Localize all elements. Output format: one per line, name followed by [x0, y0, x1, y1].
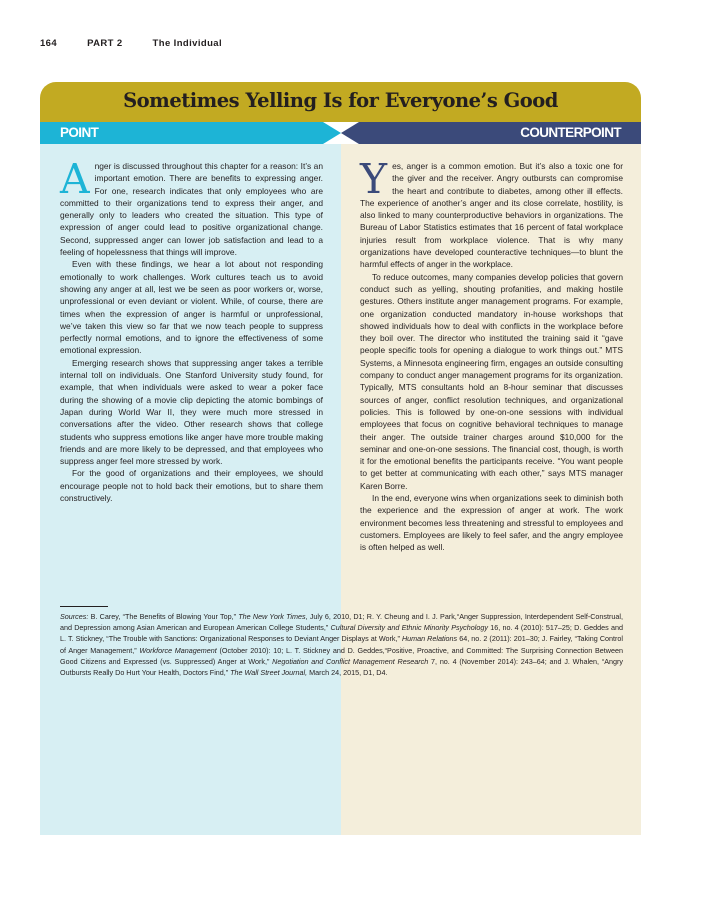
title-banner [40, 82, 641, 122]
counterpoint-text-1: es, anger is a common emotion. But it’s also a toxic one for the giver and the receiver. Angry outbursts can compromise the heart and contribute to diabetes, among other ill effects. The experience of another’s anger and its close correlate, hostility, is also linked to many counterproductive behaviors in organizations. The Bureau of Labor Statistics estimates that 16 percent of fatal workplace injuries result from workplace violence. That is why many organizations have developed counteractive techniques—to blunt the harmful effects of anger in the workplace. [360, 161, 623, 270]
source-title-1: The New York Times [238, 612, 306, 621]
point-text-2b: times when the expression of anger is harmful or unprofessional, we’ve taken this view so far that we now teach people to suppress perfectly normal emotions, and to ignore the effectiveness of some emotional expression. [60, 308, 323, 356]
sources-label: Sources: [60, 612, 89, 621]
source-title-5: Negotiation and Conflict Management Research [272, 656, 429, 666]
point-text-2a: Even with these findings, we hear a lot about not responding emotionally to work challenges. Work cultures teach us to avoid showing any anger at all, lest we be seen as poor workers or, worse, unprofessional or even deviant or violent. While, of course, there [60, 259, 323, 307]
part-label: PART 2 [87, 38, 123, 49]
point-counterpoint-bar [40, 122, 641, 144]
point-paragraph-4: For the good of organizations and their employees, we should encourage people not to hold back their emotions, but to share them constructively. [60, 468, 323, 504]
point-paragraph-2 [60, 258, 323, 356]
point-text-1: nger is discussed throughout this chapter for a reason: It’s an important emotion. There are benefits to expressing anger. For one, research indicates that only employees who are committed to their organizations tend to express their anger, and generally only to leaders who created the situation. This type of expression of anger could lead to positive organizational change. Second, suppressed anger can lower job satisfaction and lead to a feeling of hopelessness that things will improve. [60, 161, 323, 258]
counterpoint-paragraph-2: To reduce outcomes, many companies develop policies that govern conduct such as yelling, shouting profanities, and making hostile gestures. Others institute anger management programs. For example, one organization conducted mandatory in-house workshops that showed individuals how to deal with conflicts in the workplace before they boil over. The director who instituted the training said it “gave people specific tools for opening a dialogue to work things out.” MTS Systems, a Minnesota engineering firm, engages an outside consulting company to conduct anger management programs for its organization. Typically, MTS consultants hold an 8-hour seminar that discusses sources of anger, conflict resolution techniques, and organizational policies. This is followed by one-on-one sessions with individual employees that focus on cognitive behavioral techniques to manage their anger. The outside trainer charges around $10,000 for the seminar and one-on-one sessions. The financial cost, though, is worth it for the emotional benefits the participants receive. “You want people to get better at communicating with each other,” says MTS manager Karen Borre. [360, 271, 623, 491]
feature-title: Sometimes Yelling Is for Everyone’s Good [123, 89, 558, 112]
counterpoint-dropcap: Y [360, 155, 388, 203]
counterpoint-paragraph-3: In the end, everyone wins when organizations seek to diminish both the experience and the expression of anger at work. The work environment becomes less threatening and stressful to employees and customers. Employees are likely to feel safer, and the angry employee is often helped as well. [360, 493, 623, 553]
sources-divider [60, 606, 108, 607]
sources-note [60, 611, 623, 678]
source-title-6: The Wall Street Journal, [230, 668, 308, 678]
source-text-7: March 24, 2015, D1, D4. [307, 668, 388, 678]
source-title-4: Workforce Management [139, 645, 217, 655]
source-text-1: B. Carey, “The Benefits of Blowing Your Top,” [88, 612, 239, 621]
source-title-2: Cultural Diversity and Ethnic Minority Psychology [330, 623, 488, 633]
point-paragraph-1 [60, 155, 323, 258]
point-column [60, 155, 323, 504]
counterpoint-label: COUNTERPOINT [520, 125, 621, 140]
page-number: 164 [40, 38, 58, 49]
counterpoint-paragraph-1 [360, 155, 623, 271]
source-text-2: , July 6, 2010, D1; R. Y. Cheung and I. J. Park,“Anger Suppression, Interdependent Self-Construal, and Depression among Asian American and European American College Students,” [60, 612, 623, 633]
source-text-6: 7, no. 4 (November 2014): 243–64; and J. Whalen, “Angry Outbursts Really Do Hurt Your Health, Doctors Find,” [60, 656, 623, 678]
source-text-5: (October 2010): 10; L. T. Stickney and D. Geddes,“Positive, Proactive, and Committed: The Surprising Connection Between Good Citizens and Expressed (vs. Suppressed) Anger at Work,” [60, 645, 623, 666]
source-text-3: 16, no. 4 (2010): 517–25; D. Geddes and L. T. Stickney, “The Trouble with Sanctions: Organizational Responses to Deviant Anger Displays at Work,” [60, 623, 623, 644]
source-title-3: Human Relations [401, 634, 458, 644]
point-dropcap: A [60, 155, 90, 203]
point-text-2-emphasis: are [310, 296, 323, 307]
point-paragraph-3: Emerging research shows that suppressing anger takes a terrible internal toll on individuals. One Stanford University study found, for example, that when individuals were asked to wear a poker face during the showing of a movie clip depicting the atomic bombings of Japan during World War II, they were much more stressed in conversations after the video. Other research shows that college students who suppress emotions like anger have more trouble making friends and are more likely to be depressed, and that employees who suppress anger feel more stressed by work. [60, 357, 323, 467]
running-header [40, 38, 222, 49]
part-title: The Individual [152, 38, 223, 49]
counterpoint-column [360, 155, 623, 554]
source-text-4: 64, no. 2 (2011): 201–30; J. Fairley, “Taking Control of Anger Management,” [60, 634, 623, 655]
point-label: POINT [60, 125, 99, 140]
